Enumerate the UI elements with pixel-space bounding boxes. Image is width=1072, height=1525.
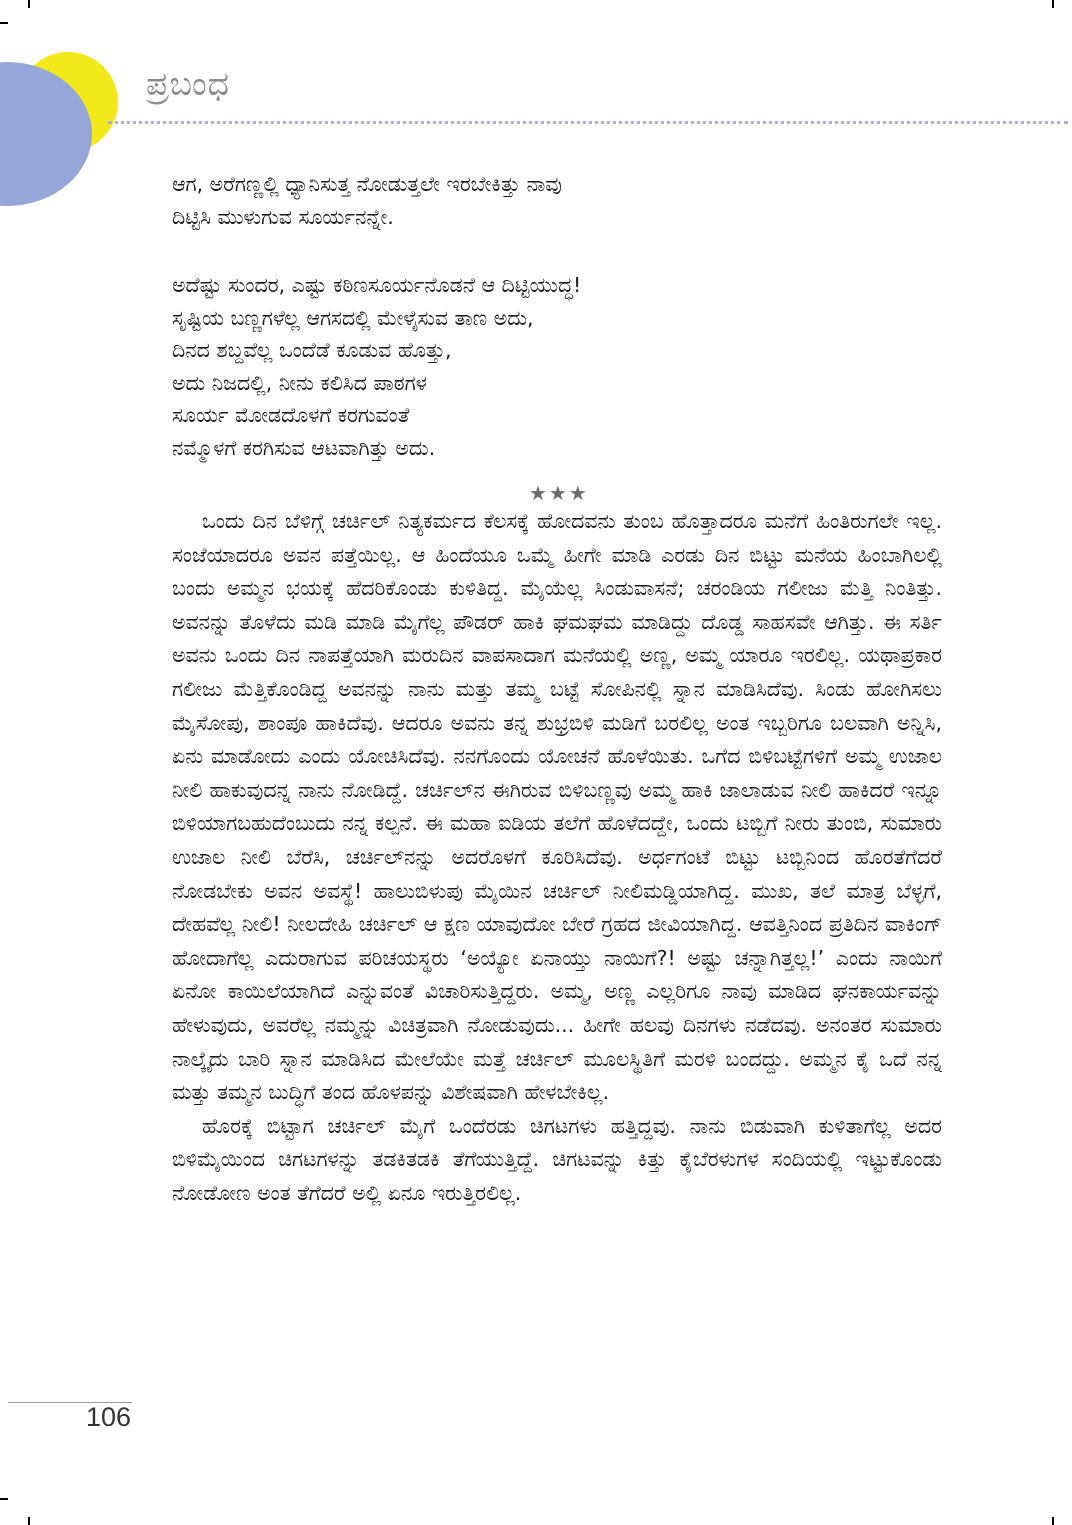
poem-line: ಅದೆಷ್ಟು ಸುಂದರ, ಎಷ್ಟು ಕಠಿಣಸೂರ್ಯನೊಡನೆ ಆ ದಿಟ್ಟಿಯುದ್ಧ! <box>172 273 582 297</box>
poem-line: ದಿಟ್ಟಿಸಿ ಮುಳುಗುವ ಸೂರ್ಯನನ್ನೇ. <box>172 204 394 229</box>
crop-mark <box>28 1517 30 1525</box>
crop-mark <box>1052 1517 1054 1525</box>
header-divider <box>108 121 1068 124</box>
section-separator: ★★★ <box>529 481 589 505</box>
crop-mark <box>0 22 8 24</box>
crop-mark <box>1052 0 1054 8</box>
poem-line: ಸೂರ್ಯ ಮೋಡದೊಳಗೆ ಕರಗುವಂತೆ <box>172 403 410 427</box>
poem-line: ನಮ್ಮೊಳಗೆ ಕರಗಿಸುವ ಆಟವಾಗಿತ್ತು ಅದು. <box>172 435 436 460</box>
paragraph: ಒಂದು ದಿನ ಬೆಳಿಗ್ಗೆ ಚರ್ಚಿಲ್ ನಿತ್ಯಕರ್ಮದ ಕೆಲಸಕ್ಕೆ ಹೋದವನು ತುಂಬ ಹೊತ್ತಾದರೂ ಮನೆಗೆ ಹಿಂತಿರುಗಲೇ ಇಲ್ಲ. ಸಂಜೆಯಾದರೂ ಅವನ ಪತ್ತೆಯಿಲ್ಲ. ಆ ಹಿಂದೆಯೂ ಒಮ್ಮೆ ಹೀಗೇ ಮಾಡಿ ಎರಡು ದಿನ ಬಿಟ್ಟು ಮನೆಯ ಹಿಂಬಾಗಿಲಲ್ಲಿ ಬಂದು ಅಮ್ಮನ ಭಯಕ್ಕೆ ಹೆದರಿಕೊಂಡು ಕುಳಿತಿದ್ದ. ಮೈಯೆಲ್ಲ ಸಿಂಡುವಾಸನೆ; ಚರಂಡಿಯ ಗಲೀಜು ಮೆತ್ತಿ ನಿಂತಿತ್ತು. ಅವನನ್ನು ತೊಳೆದು ಮಡಿ ಮಾಡಿ ಮೈಗೆಲ್ಲ ಪೌಡರ್ ಹಾಕಿ ಘಮಘಮ ಮಾಡಿದ್ದು ದೊಡ್ಡ ಸಾಹಸವೇ ಆಗಿತ್ತು. ಈ ಸರ್ತಿ ಅವನು ಒಂದು ದಿನ ನಾಪತ್ತೆಯಾಗಿ ಮರುದಿನ ವಾಪಸಾದಾಗ ಮನೆಯಲ್ಲಿ ಅಣ್ಣ, ಅಮ್ಮ ಯಾರೂ ಇರಲಿಲ್ಲ. ಯಥಾಪ್ರಕಾರ ಗಲೀಜು ಮೆತ್ತಿಕೊಂಡಿದ್ದ ಅವನನ್ನು ನಾನು ಮತ್ತು ತಮ್ಮ ಬಟ್ಟೆ ಸೋಪಿನಲ್ಲಿ ಸ್ನಾನ ಮಾಡಿಸಿದೆವು. ಸಿಂಡು ಹೋಗಿಸಲು ಮೈಸೋಪು, ಶಾಂಪೂ ಹಾಕಿದೆವು. ಆದರೂ ಅವನು ತನ್ನ ಶುಭ್ರಬಿಳಿ ಮಡಿಗೆ ಬರಲಿಲ್ಲ ಅಂತ ಇಬ್ಬರಿಗೂ ಬಲವಾಗಿ ಅನ್ನಿಸಿ, ಏನು ಮಾಡೋದು ಎಂದು ಯೋಚಿಸಿದೆವು. ನನಗೊಂದು ಯೋಚನೆ ಹೊಳೆಯಿತು. ಒಗೆದ ಬಿಳಿಬಟ್ಟೆಗಳಿಗೆ ಅಮ್ಮ ಉಜಾಲ ನೀಲಿ ಹಾಕುವುದನ್ನ ನಾನು ನೋಡಿದ್ದೆ. ಚರ್ಚಿಲ್‌ನ ಈಗಿರುವ ಬಿಳಿಬಣ್ಣವು ಅಮ್ಮ ಹಾಕಿ ಜಾಲಾಡುವ ನೀಲಿ ಹಾಕಿದರೆ ಇನ್ನೂ ಬಿಳಿಯಾಗಬಹುದೆಂಬುದು ನನ್ನ ಕಲ್ಪನೆ. ಈ ಮಹಾ ಐಡಿಯ ತಲೆಗೆ ಹೊಳೆದದ್ದೇ, ಒಂದು ಟಬ್ಬಿಗೆ ನೀರು ತುಂಬಿ, ಸುಮಾರು ಉಜಾಲ ನೀಲಿ ಬೆರೆಸಿ, ಚರ್ಚಿಲ್‌ನನ್ನು ಅದರೊಳಗೆ ಕೂರಿಸಿದೆವು. ಅರ್ಧಗಂಟೆ ಬಿಟ್ಟು ಟಬ್ಬಿನಿಂದ ಹೊರತೆಗೆದರೆ ನೋಡಬೇಕು ಅವನ ಅವಸ್ಥೆ! ಹಾಲುಬಿಳುಪು ಮೈಯಿನ ಚರ್ಚಿಲ್ ನೀಲಿಮಡ್ಡಿಯಾಗಿದ್ದ. ಮುಖ, ತಲೆ ಮಾತ್ರ ಬೆಳ್ಳಗೆ, ದೇಹವೆಲ್ಲ ನೀಲಿ! ನೀಲದೇಹಿ ಚರ್ಚಿಲ್ ಆ ಕ್ಷಣ ಯಾವುದೋ ಬೇರೆ ಗ್ರಹದ ಜೀವಿಯಾಗಿದ್ದ. ಆವತ್ತಿನಿಂದ ಪ್ರತಿದಿನ ವಾಕಿಂಗ್ ಹೋದಾಗೆಲ್ಲ ಎದುರಾಗುವ ಪರಿಚಯಸ್ಥರು ‘ಅಯ್ಯೋ ಏನಾಯ್ತು ನಾಯಿಗೆ?! ಅಷ್ಟು ಚನ್ನಾಗಿತ್ತಲ್ಲ!’ ಎಂದು ನಾಯಿಗೆ ಏನೋ ಕಾಯಿಲೆಯಾಗಿದೆ ಎನ್ನುವಂತೆ ವಿಚಾರಿಸುತ್ತಿದ್ದರು. ಅಮ್ಮ, ಅಣ್ಣ ಎಲ್ಲರಿಗೂ ನಾವು ಮಾಡಿದ ಘನಕಾರ್ಯವನ್ನು ಹೇಳುವುದು, ಅವರೆಲ್ಲ ನಮ್ಮನ್ನು ವಿಚಿತ್ರವಾಗಿ ನೋಡುವುದು... ಹೀಗೇ ಹಲವು ದಿನಗಳು ನಡೆದವು. ಅನಂತರ ಸುಮಾರು ನಾಲ್ಕೈದು ಬಾರಿ ಸ್ನಾನ ಮಾಡಿಸಿದ ಮೇಲೆಯೇ ಮತ್ತೆ ಚರ್ಚಿಲ್ ಮೂಲಸ್ಥಿತಿಗೆ ಮರಳಿ ಬಂದದ್ದು. ಅಮ್ಮನ ಕೈ ಒದೆ ನನ್ನ ಮತ್ತು ತಮ್ಮನ ಬುದ್ಧಿಗೆ ತಂದ ಹೊಳಪನ್ನು ವಿಶೇಷವಾಗಿ ಹೇಳಬೇಕಿಲ್ಲ. <box>172 509 942 1105</box>
prose-body <box>172 505 942 1210</box>
poem-line: ದಿನದ ಶಬ್ದವೆಲ್ಲ ಒಂದೆಡೆ ಕೂಡುವ ಹೊತ್ತು, <box>172 338 452 362</box>
crop-mark <box>0 1498 8 1500</box>
poem-line: ಅದು ನಿಜದಲ್ಲಿ, ನೀನು ಕಲಿಸಿದ ಪಾಠಗಳ <box>172 370 427 395</box>
poem-stanza-1 <box>172 168 952 233</box>
page-number: 106 <box>86 1402 132 1432</box>
paragraph: ಹೊರಕ್ಕೆ ಬಿಟ್ಟಾಗ ಚರ್ಚಿಲ್ ಮೈಗೆ ಒಂದೆರಡು ಚಿಗಟಗಳು ಹತ್ತಿದ್ದವು. ನಾನು ಬಿಡುವಾಗಿ ಕುಳಿತಾಗೆಲ್ಲ ಅದರ ಬಿಳಿಮೈಯಿಂದ ಚಿಗಟಗಳನ್ನು ತಡಕಿತಡಕಿ ತೆಗೆಯುತ್ತಿದ್ದೆ. ಚಿಗಟವನ್ನು ಕಿತ್ತು ಕೈಬೆರಳುಗಳ ಸಂದಿಯಲ್ಲಿ ಇಟ್ಟುಕೊಂಡು ನೋಡೋಣ ಅಂತ ತೆಗೆದರೆ ಅಲ್ಲಿ ಏನೂ ಇರುತ್ತಿರಲಿಲ್ಲ. <box>172 1113 942 1205</box>
crop-mark <box>28 0 30 8</box>
poem-stanza-2 <box>172 269 952 464</box>
poem-line: ಆಗ, ಅರೆಗಣ್ಣಲ್ಲಿ ಧ್ಯಾನಿಸುತ್ತ ನೋಡುತ್ತಲೇ ಇರಬೇಕಿತ್ತು ನಾವು <box>172 172 562 196</box>
section-title: ಪ್ರಬಂಧ <box>146 64 230 103</box>
poem-line: ಸೃಷ್ಟಿಯ ಬಣ್ಣಗಳೆಲ್ಲ ಆಗಸದಲ್ಲಿ ಮೇಳೈಸುವ ತಾಣ ಅದು, <box>172 305 534 330</box>
